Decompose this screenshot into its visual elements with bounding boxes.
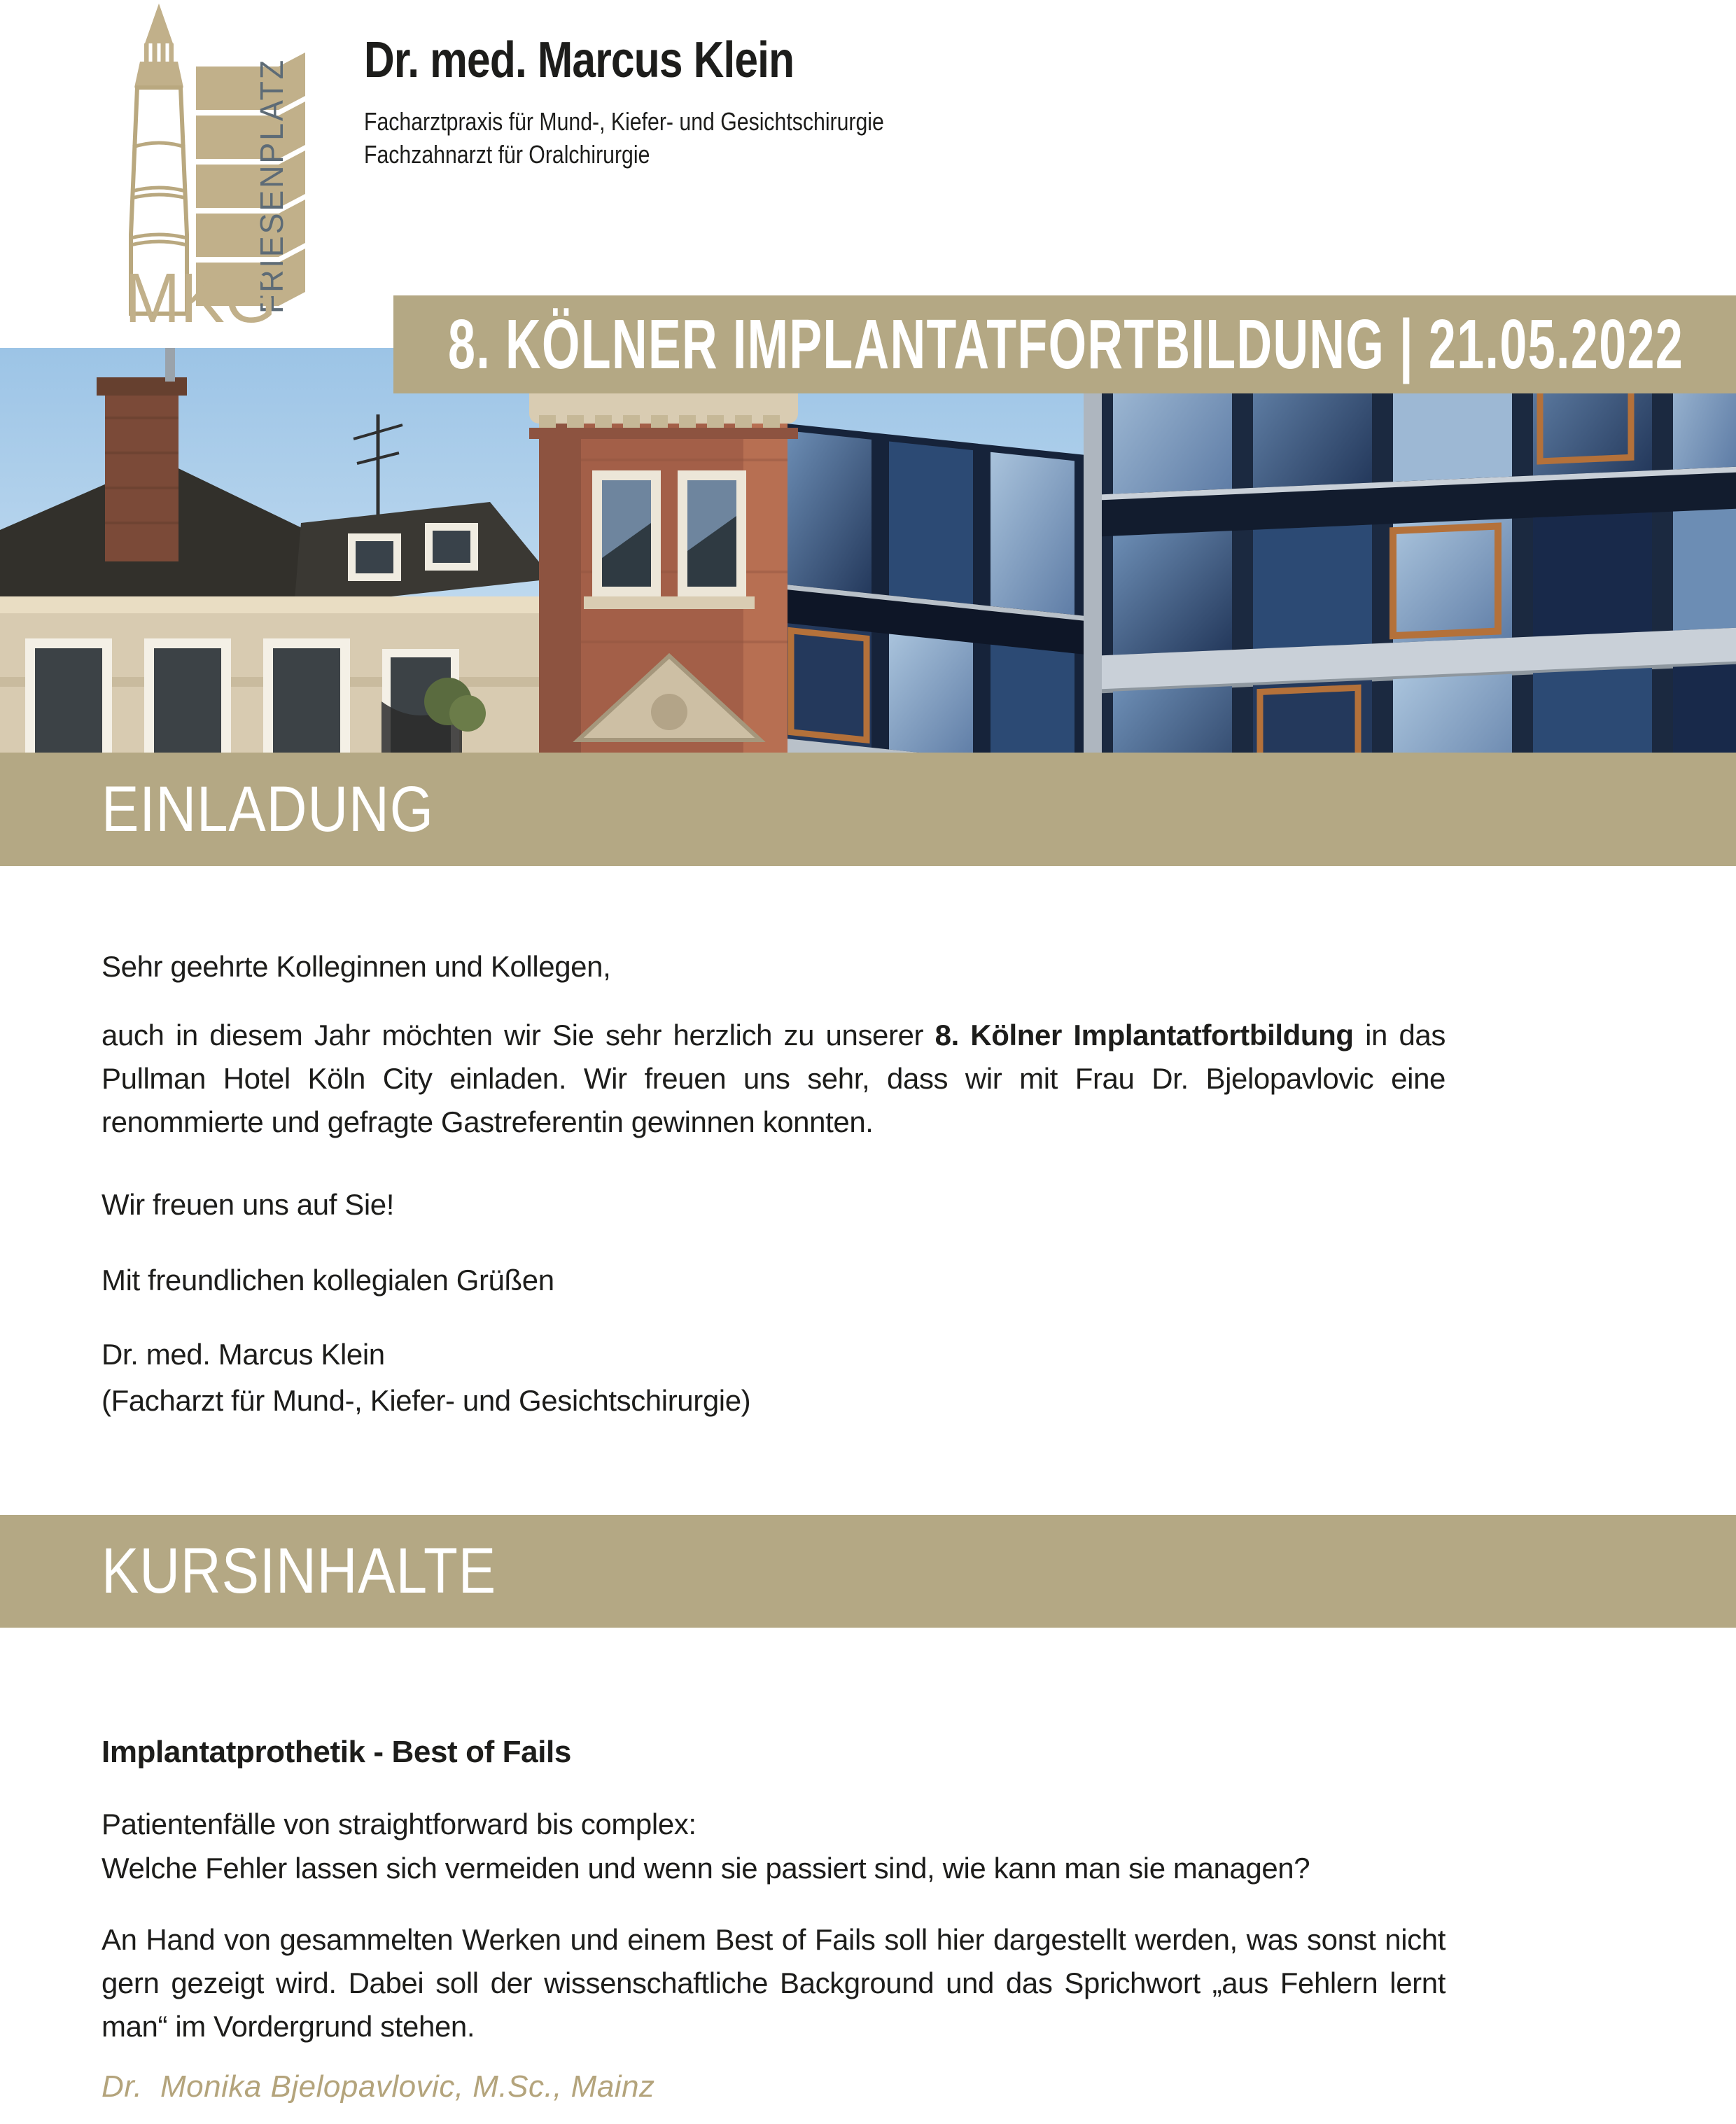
topic-questions: Patientenfälle von straightforward bis complex: Welche Fehler lassen sich vermeiden und wenn sie passiert sind, wie kann man sie managen? xyxy=(102,1808,1310,1885)
topic-title: Implantatprothetik - Best of Fails xyxy=(102,1735,571,1769)
speaker-credit: Dr. Monika Bjelopavlovic, M.Sc., Mainz xyxy=(102,2069,655,2104)
signature-role: (Facharzt für Mund-, Kiefer- und Gesichtschirurgie) xyxy=(102,1384,751,1417)
practice-name: Dr. med. Marcus Klein xyxy=(364,32,794,88)
section-band-einladung xyxy=(0,753,1736,866)
section-band-kursinhalte xyxy=(0,1515,1736,1628)
topic-paragraph: An Hand von gesammelten Werken und einem Best of Fails soll hier dargestellt werden, was sonst nicht gern gezeigt wird. Dabei soll der wissenschaftliche Background und das Sprichwort „aus Fehlern lernt man“ im Vordergrund stehen. xyxy=(102,1923,1446,2043)
practice-subtitle-2: Fachzahnarzt für Oralchirurgie xyxy=(364,140,650,169)
course-content xyxy=(102,1735,1446,2048)
salutation: Sehr geehrte Kolleginnen und Kollegen, xyxy=(102,950,611,983)
event-name-bold: 8. Kölner Implantatfortbildung xyxy=(934,1019,1354,1051)
section-title-kursinhalte: KURSINHALTE xyxy=(102,1535,497,1607)
building-photo xyxy=(0,348,1736,753)
event-banner xyxy=(393,295,1736,393)
closing: Mit freundlichen kollegialen Grüßen xyxy=(102,1264,554,1297)
looking-forward: Wir freuen uns auf Sie! xyxy=(102,1188,394,1221)
logo-acronym-label: MKG xyxy=(125,259,276,329)
event-banner-title: 8. KÖLNER IMPLANTATFORTBILDUNG | 21.05.2022 xyxy=(448,305,1684,384)
practice-subtitle-1: Facharztpraxis für Mund-, Kiefer- und Gesichtschirurgie xyxy=(364,107,884,136)
section-title-einladung: EINLADUNG xyxy=(102,773,434,845)
logo-location-label: FRIESENPLATZ xyxy=(253,50,290,314)
mkg-friesenplatz-logo xyxy=(119,4,315,329)
signature-name: Dr. med. Marcus Klein xyxy=(102,1338,385,1371)
brick-turret xyxy=(529,348,798,753)
signature xyxy=(102,1332,1446,1424)
invitation-paragraph: auch in diesem Jahr möchten wir Sie sehr herzlich zu unserer 8. Kölner Implantatfortbildung in das Pullman Hotel Köln City einladen. Wir freuen uns sehr, dass wir mit Frau Dr. Bjelopavlovic eine renommierte und gefragte Gastreferentin gewinnen konnten. xyxy=(102,1019,1446,1138)
invitation-text xyxy=(102,945,1446,1424)
practice-header xyxy=(364,32,983,171)
